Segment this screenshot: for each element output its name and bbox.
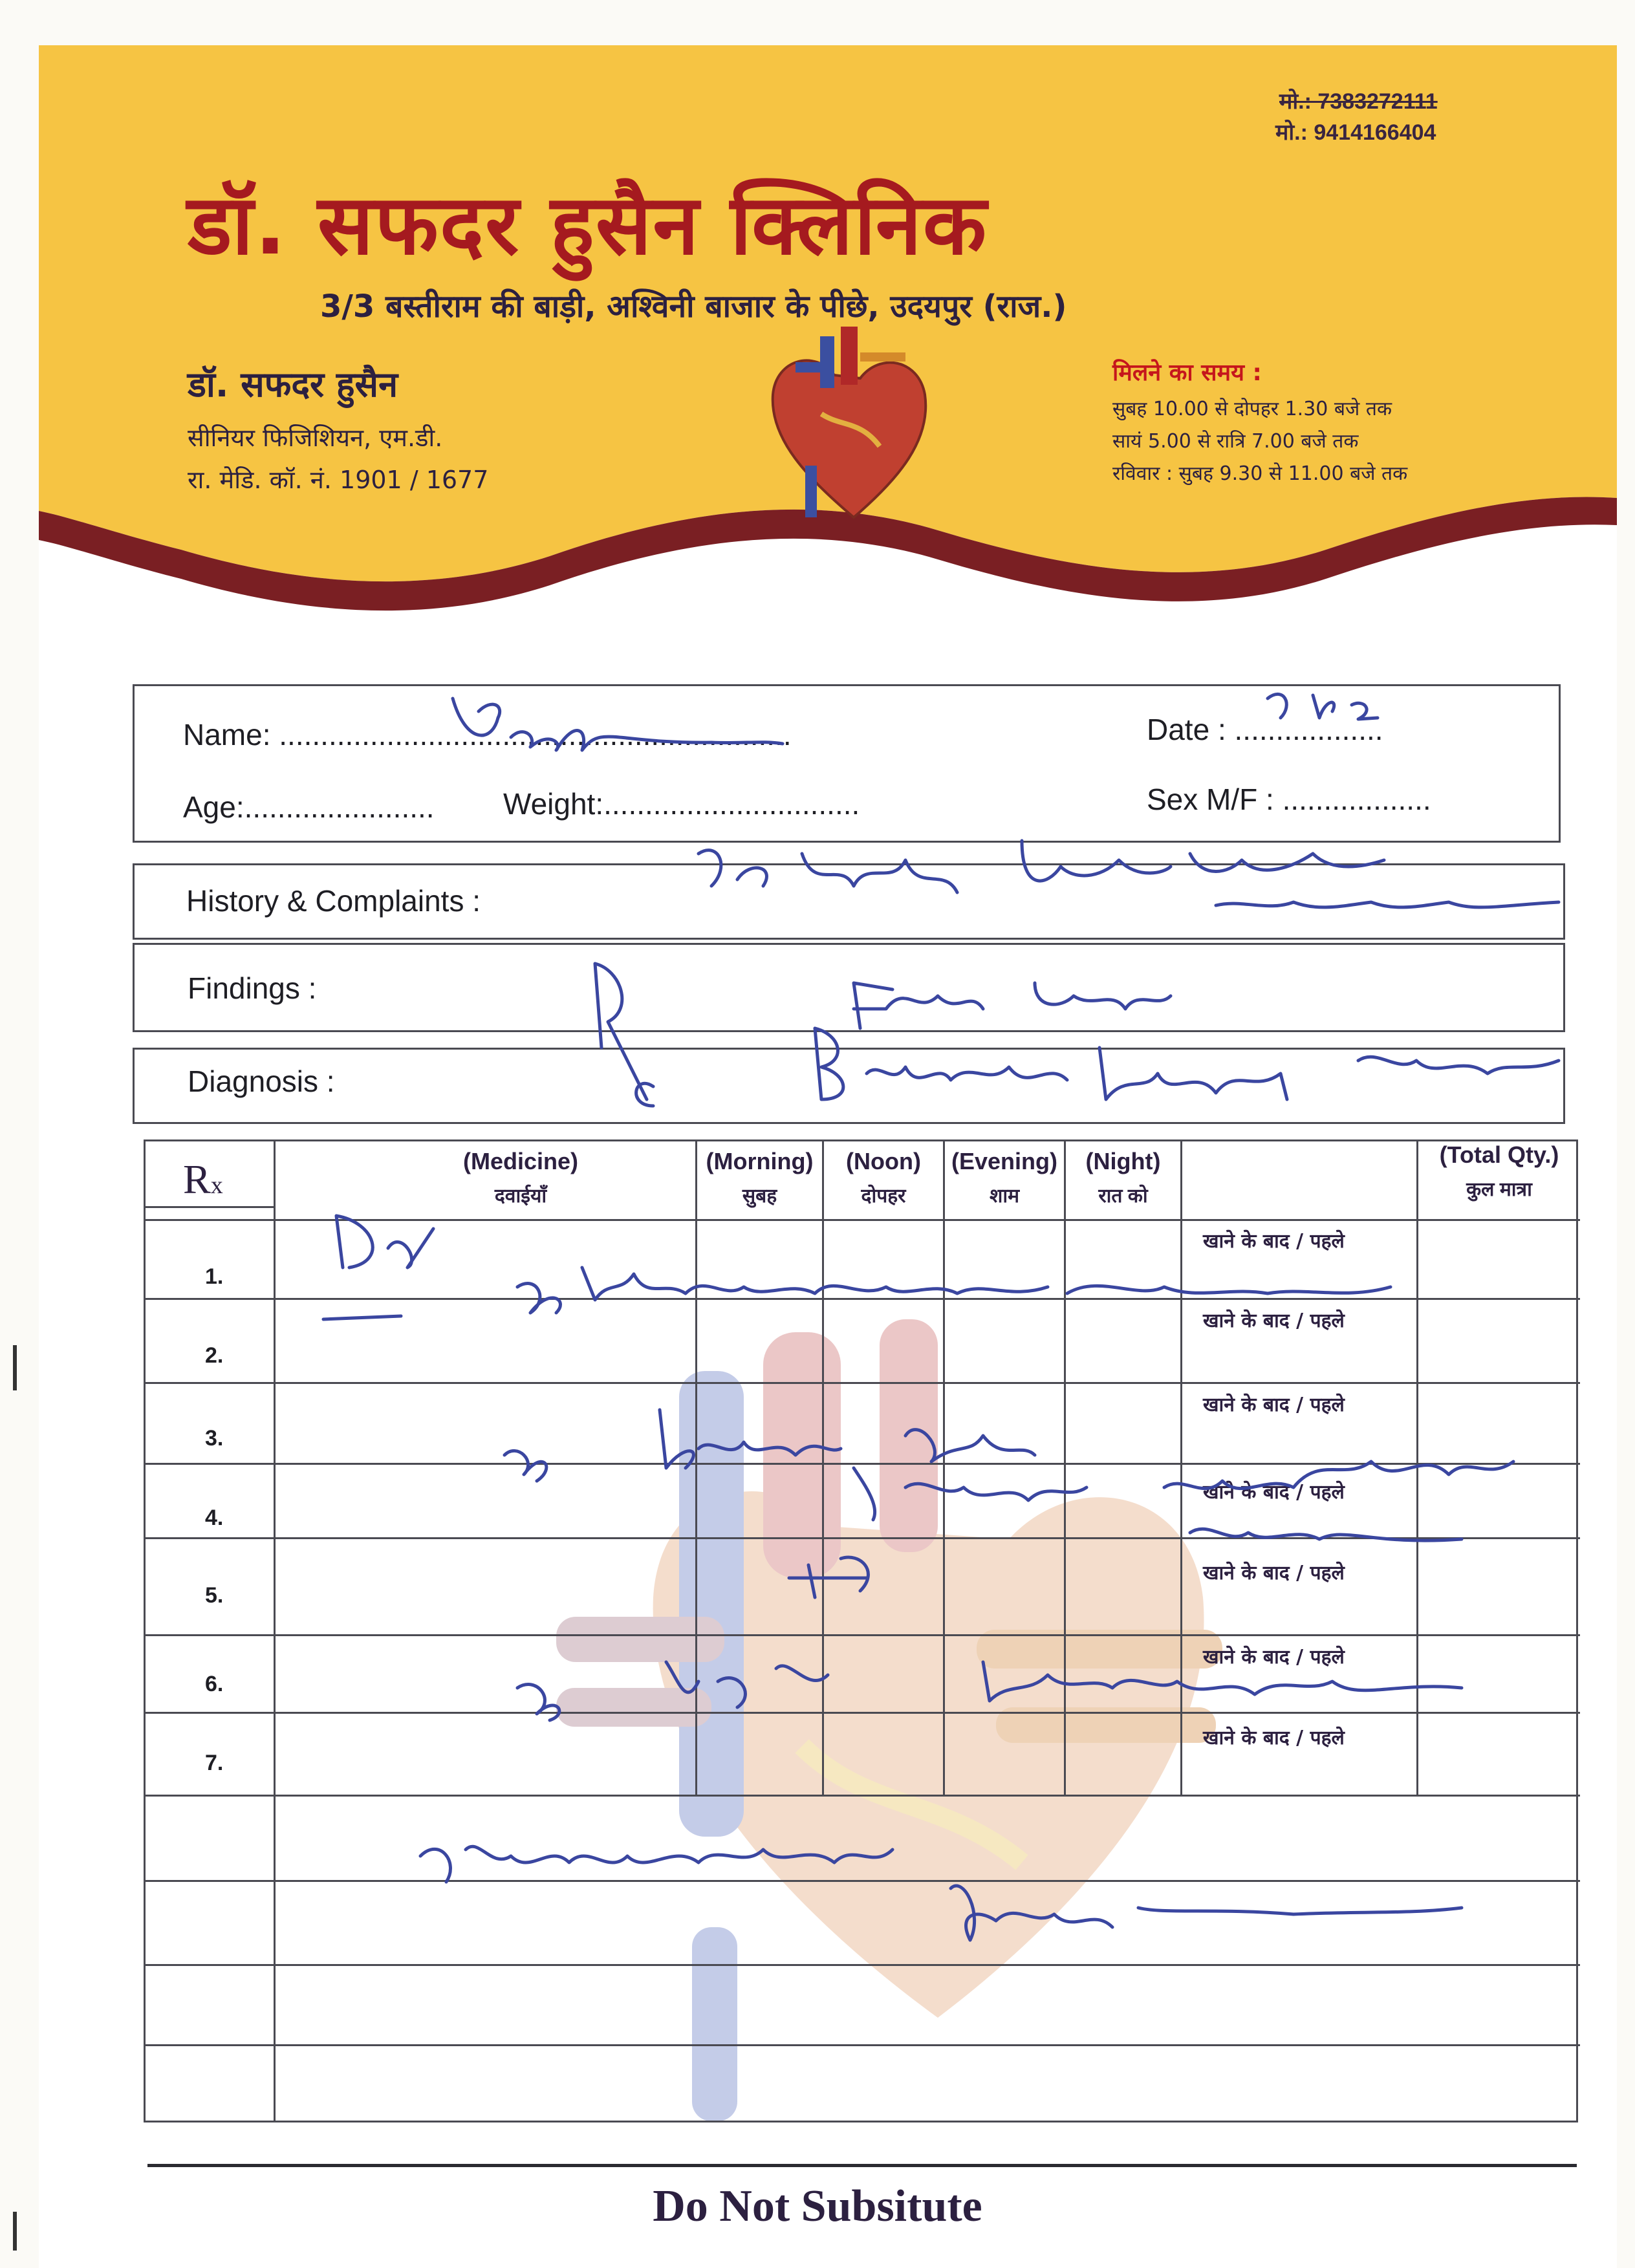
timing-line: सुबह 10.00 से दोपहर 1.30 बजे तक — [1112, 398, 1392, 420]
row-number: 3. — [205, 1426, 224, 1451]
weight-field[interactable]: Weight:............................... — [503, 787, 860, 821]
diagnosis-box[interactable] — [133, 1048, 1565, 1124]
meal-instruction: खाने के बाद / पहले — [1203, 1310, 1345, 1332]
clinic-address: 3/3 बस्तीराम की बाड़ी, अश्विनी बाजार के पीछे, उदयपुर (राज.) — [320, 288, 1067, 325]
diagnosis-label: Diagnosis : — [188, 1064, 335, 1098]
phone-number: मो.: 9414166404 — [1275, 120, 1436, 145]
row-number: 7. — [205, 1751, 224, 1775]
age-field[interactable]: Age:....................... — [183, 790, 435, 824]
timing-line: रविवार : सुबह 9.30 से 11.00 बजे तक — [1112, 462, 1408, 485]
history-label: History & Complaints : — [186, 884, 481, 918]
rx-symbol: Rx — [183, 1156, 223, 1202]
page-edge-mark — [13, 1345, 17, 1390]
row-number: 6. — [205, 1672, 224, 1696]
row-number: 1. — [205, 1264, 224, 1289]
meal-instruction: खाने के बाद / पहले — [1203, 1394, 1345, 1416]
meal-instruction: खाने के बाद / पहले — [1203, 1646, 1345, 1669]
findings-label: Findings : — [188, 971, 317, 1005]
footer-note: Do Not Subsitute — [653, 2181, 982, 2231]
col-medicine: (Medicine) दवाईयाँ — [462, 1148, 578, 1207]
timings-title: मिलने का समय : — [1112, 360, 1262, 386]
col-noon: (Noon) दोपहर — [846, 1148, 921, 1207]
findings-box[interactable] — [133, 943, 1565, 1032]
col-total-qty: (Total Qty.) कुल मात्रा — [1439, 1141, 1559, 1200]
col-evening: (Evening) शाम — [951, 1148, 1057, 1207]
patient-details-box — [133, 684, 1561, 843]
meal-instruction: खाने के बाद / पहले — [1203, 1230, 1345, 1253]
rx-table — [144, 1139, 1578, 2122]
timing-line: सायं 5.00 से रात्रि 7.00 बजे तक — [1112, 430, 1359, 453]
row-number: 4. — [205, 1506, 224, 1530]
meal-instruction: खाने के बाद / पहले — [1203, 1481, 1345, 1504]
clinic-title: डॉ. सफदर हुसैन क्लिनिक — [188, 177, 988, 274]
phone-old: मो.: 7383272111 — [1279, 89, 1438, 114]
row-number: 5. — [205, 1583, 224, 1608]
sex-field[interactable]: Sex M/F : .................. — [1147, 783, 1431, 816]
meal-instruction: खाने के बाद / पहले — [1203, 1727, 1345, 1749]
date-field[interactable]: Date : .................. — [1147, 713, 1383, 746]
name-field[interactable]: Name: .............................................................. — [183, 718, 792, 751]
doctor-name: डॉ. सफदर हुसैन — [188, 364, 398, 405]
col-morning: (Morning) सुबह — [706, 1148, 814, 1207]
doctor-qualification: सीनियर फिजिशियन, एम.डी. — [188, 424, 443, 452]
meal-instruction: खाने के बाद / पहले — [1203, 1562, 1345, 1584]
doctor-registration: रा. मेडि. कॉ. नं. 1901 / 1677 — [188, 466, 489, 494]
col-night: (Night) रात को — [1085, 1148, 1161, 1207]
row-number: 2. — [205, 1343, 224, 1368]
footer-rule — [147, 2164, 1577, 2167]
history-box[interactable] — [133, 863, 1565, 940]
